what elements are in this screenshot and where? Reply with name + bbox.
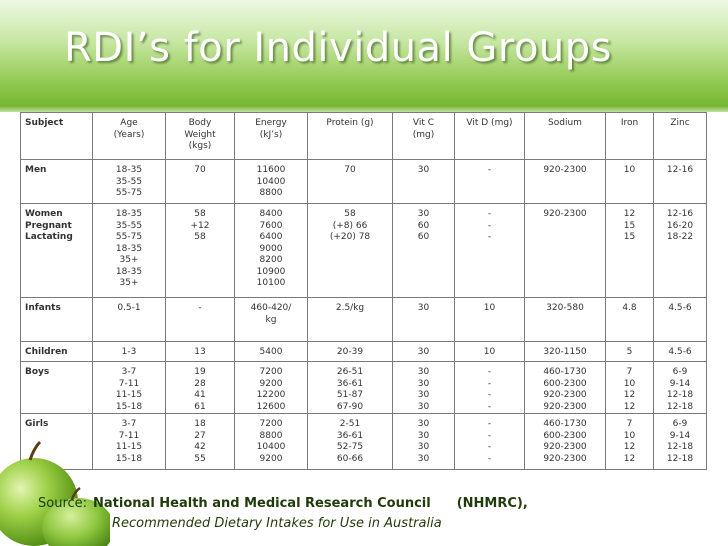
table-cell: 7200 8800 10400 9200 (235, 414, 308, 470)
table-cell: 12 15 15 (606, 204, 654, 298)
source-abbreviation: (NHMRC), (456, 496, 528, 511)
table-cell: 5400 (235, 342, 308, 362)
table-cell: 6-9 9-14 12-18 12-18 (654, 362, 707, 414)
table-cell: - (455, 160, 525, 204)
table-cell: 13 (166, 342, 235, 362)
table-cell: 5 (606, 342, 654, 362)
table-cell: 70 (166, 160, 235, 204)
table-cell: 10 (455, 342, 525, 362)
table-cell: Children (21, 342, 93, 362)
table-cell: 18 27 42 55 (166, 414, 235, 470)
table-row-men (21, 160, 707, 204)
table-cell: 30 30 30 30 (393, 414, 455, 470)
slide-title: RDI’s for Individual Groups (64, 25, 613, 71)
table-row-infants (21, 298, 707, 342)
source-citation (38, 494, 698, 531)
table-cell: 30 (393, 342, 455, 362)
table-cell: 460-1730 600-2300 920-2300 920-2300 (525, 414, 606, 470)
table-cell: 2-51 36-61 52-75 60-66 (308, 414, 393, 470)
table-cell: 12-16 16-20 18-22 (654, 204, 707, 298)
table-header-row (21, 113, 707, 160)
table-cell: 26-51 36-61 51-87 67-90 (308, 362, 393, 414)
table-cell: 4.5-6 (654, 298, 707, 342)
table-row-boys (21, 362, 707, 414)
column-header-subject: Subject (21, 113, 93, 160)
table-cell: 4.8 (606, 298, 654, 342)
table-cell: 3-7 7-11 11-15 15-18 (93, 414, 166, 470)
table-cell: Men (21, 160, 93, 204)
green-apples-image (0, 430, 110, 546)
table-cell: 6-9 9-14 12-18 12-18 (654, 414, 707, 470)
source-organization: National Health and Medical Research Council (93, 496, 431, 511)
table-cell: 30 (393, 160, 455, 204)
table-cell: 30 (393, 298, 455, 342)
table-cell: 0.5-1 (93, 298, 166, 342)
rdi-table (20, 112, 707, 470)
table-cell: - - - (455, 204, 525, 298)
table-cell: 7200 9200 12200 12600 (235, 362, 308, 414)
table-cell: Women Pregnant Lactating (21, 204, 93, 298)
source-label: Source: (38, 496, 88, 511)
table-cell: 70 (308, 160, 393, 204)
table-cell: 30 60 60 (393, 204, 455, 298)
table-row-women (21, 204, 707, 298)
table-body (21, 160, 707, 470)
table-cell: 3-7 7-11 11-15 15-18 (93, 362, 166, 414)
table-cell: 19 28 41 61 (166, 362, 235, 414)
table-cell: Boys (21, 362, 93, 414)
table-row-girls (21, 414, 707, 470)
table-cell: 4.5-6 (654, 342, 707, 362)
table-cell: 10 (455, 298, 525, 342)
column-header-vit-c: Vit C (mg) (393, 113, 455, 160)
table-row-children (21, 342, 707, 362)
table-cell: 320-1150 (525, 342, 606, 362)
column-header-protein: Protein (g) (308, 113, 393, 160)
table-cell: 30 30 30 30 (393, 362, 455, 414)
table-cell: Infants (21, 298, 93, 342)
column-header-iron: Iron (606, 113, 654, 160)
table-cell: 7 10 12 12 (606, 362, 654, 414)
column-header-age: Age (Years) (93, 113, 166, 160)
column-header-body-weight: Body Weight (kgs) (166, 113, 235, 160)
table-cell: 7 10 12 12 (606, 414, 654, 470)
table-cell: 11600 10400 8800 (235, 160, 308, 204)
table-cell: 1-3 (93, 342, 166, 362)
source-publication: Recommended Dietary Intakes for Use in Australia (112, 516, 442, 531)
table-cell: 460-420/ kg (235, 298, 308, 342)
table-cell: 8400 7600 6400 9000 8200 10900 10100 (235, 204, 308, 298)
table-cell: 58 (+8) 66 (+20) 78 (308, 204, 393, 298)
table-cell: 320-580 (525, 298, 606, 342)
table-cell: 18-35 35-55 55-75 (93, 160, 166, 204)
table-cell: - (166, 298, 235, 342)
column-header-zinc: Zinc (654, 113, 707, 160)
column-header-vit-d: Vit D (mg) (455, 113, 525, 160)
table-cell: - - - - (455, 362, 525, 414)
table-header (21, 113, 707, 160)
column-header-sodium: Sodium (525, 113, 606, 160)
table-cell: - - - - (455, 414, 525, 470)
column-header-energy: Energy (kJ’s) (235, 113, 308, 160)
table-cell: 920-2300 (525, 204, 606, 298)
table-cell: 10 (606, 160, 654, 204)
table-cell: Girls (21, 414, 93, 470)
table-cell: 20-39 (308, 342, 393, 362)
table-cell: 2.5/kg (308, 298, 393, 342)
table-cell: 460-1730 600-2300 920-2300 920-2300 (525, 362, 606, 414)
table-cell: 18-35 35-55 55-75 18-35 35+ 18-35 35+ (93, 204, 166, 298)
table-cell: 58 +12 58 (166, 204, 235, 298)
table-cell: 920-2300 (525, 160, 606, 204)
table-cell: 12-16 (654, 160, 707, 204)
